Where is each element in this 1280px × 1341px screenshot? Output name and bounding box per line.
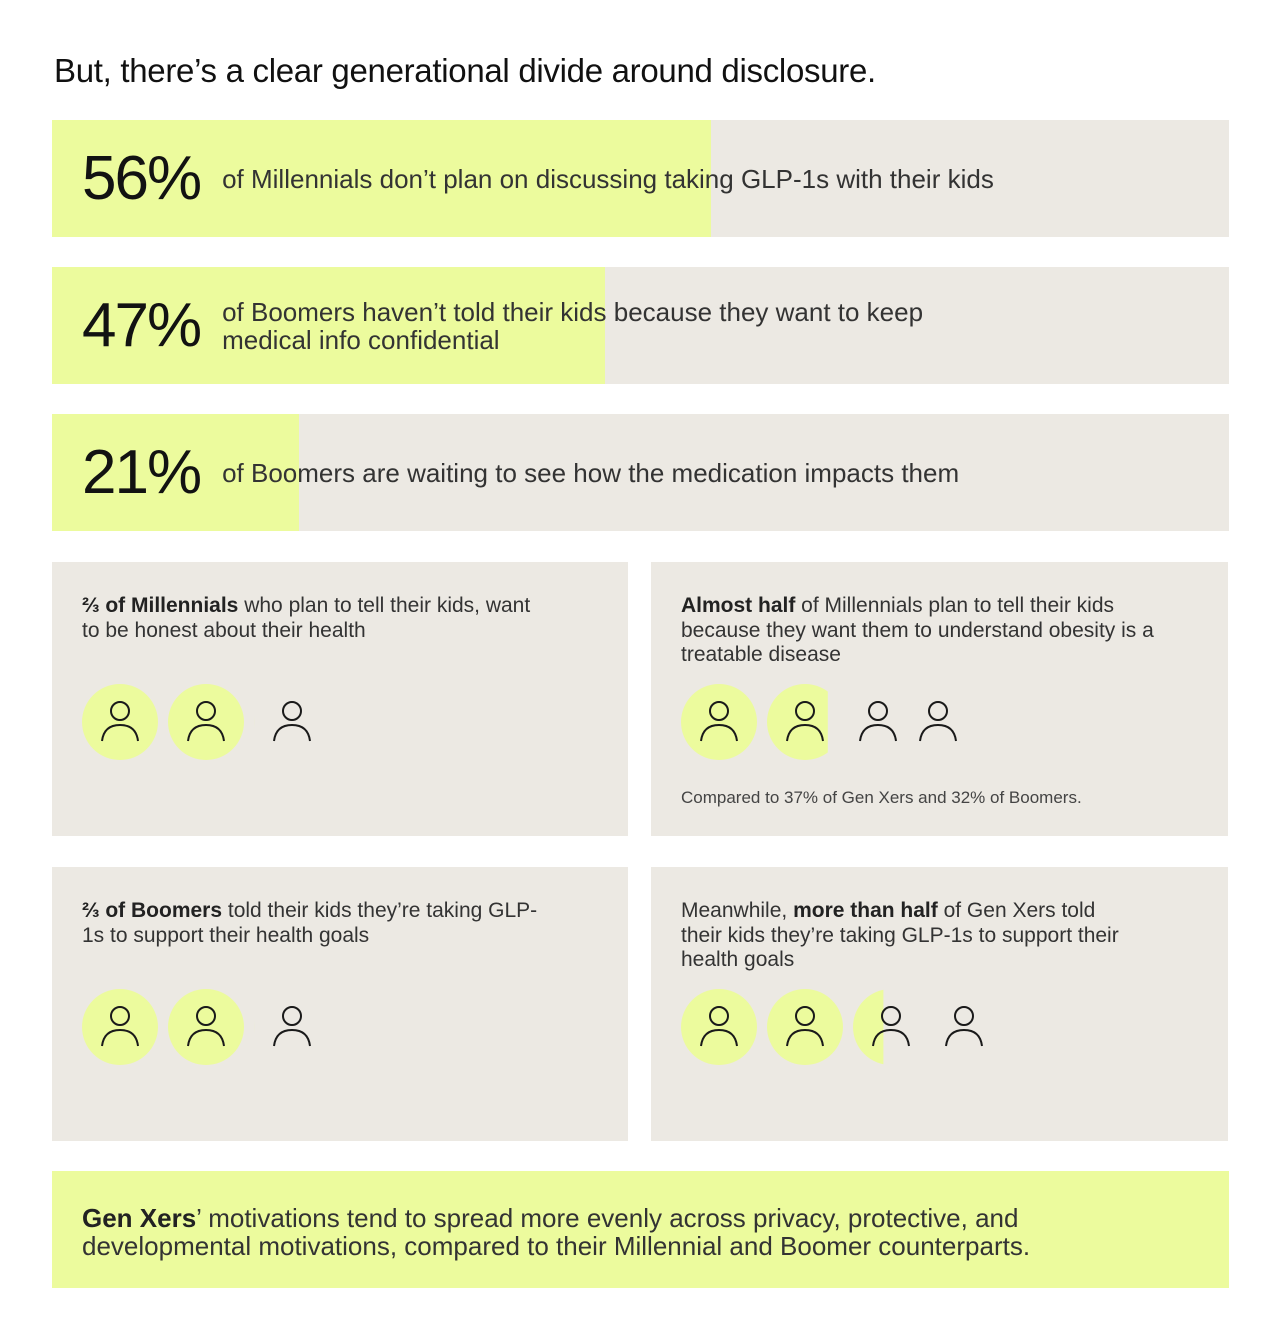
card-text: Meanwhile, more than half of Gen Xers told their kids they’re taking GLP-1s to support their health goals (681, 899, 1119, 971)
summary-box (52, 1171, 1229, 1288)
stat-value: 47% (82, 290, 201, 360)
person-icon (82, 684, 158, 760)
stat-card (52, 867, 628, 1141)
stat-card (651, 867, 1228, 1141)
person-fill-circle (853, 989, 929, 1065)
person-icons (681, 989, 999, 1065)
stat-card (651, 562, 1228, 836)
person-fill-circle (168, 684, 244, 760)
stat-label: of Boomers haven’t told their kids because they want to keep medical info confidential (222, 296, 924, 355)
person-icon (254, 989, 330, 1065)
stat-value: 21% (82, 437, 201, 507)
person-fill-circle (681, 684, 757, 760)
stat-label: of Boomers are waiting to see how the medication impacts them (222, 457, 960, 488)
card-text: ⅔ of Millennials who plan to tell their kids, want to be honest about their health (82, 594, 531, 642)
person-icon (853, 684, 903, 760)
stat-card (52, 562, 628, 836)
person-icons (82, 989, 340, 1065)
stat-bar (52, 267, 1229, 384)
person-fill-circle (767, 684, 843, 760)
stat-bar (52, 414, 1229, 531)
stat-label: of Millennials don’t plan on discussing taking GLP-1s with their kids (222, 163, 994, 194)
person-icon (168, 684, 244, 760)
person-icons (82, 684, 340, 760)
person-icon (767, 684, 843, 760)
person-icon (913, 684, 963, 760)
summary-text: Gen Xers’ motivations tend to spread more evenly across privacy, protective, and developmental motivations, compared to their Millennial and Boomer counterparts. (82, 1203, 1031, 1261)
stat-bar (52, 120, 1229, 237)
page-title: But, there’s a clear generational divide around disclosure. (54, 52, 876, 89)
stat-value: 56% (82, 143, 201, 213)
person-icon (681, 684, 757, 760)
person-icon (853, 989, 929, 1065)
person-fill-circle (767, 989, 843, 1065)
card-text: ⅔ of Boomers told their kids they’re taking GLP-1s to support their health goals (82, 899, 538, 947)
person-fill-circle (681, 989, 757, 1065)
person-fill-circle (168, 989, 244, 1065)
person-fill-circle (82, 684, 158, 760)
person-fill-circle (254, 989, 330, 1065)
person-fill-circle (82, 989, 158, 1065)
person-icon (767, 989, 843, 1065)
card-text: Almost half of Millennials plan to tell their kids because they want them to understand obesity is a treatable disease (681, 594, 1154, 666)
person-fill-circle (254, 684, 330, 760)
person-icon (82, 989, 158, 1065)
person-icon (681, 989, 757, 1065)
person-icons (681, 684, 973, 760)
person-icon (939, 989, 989, 1065)
card-note: Compared to 37% of Gen Xers and 32% of Boomers. (681, 788, 1082, 807)
person-icon (254, 684, 330, 760)
person-icon (168, 989, 244, 1065)
